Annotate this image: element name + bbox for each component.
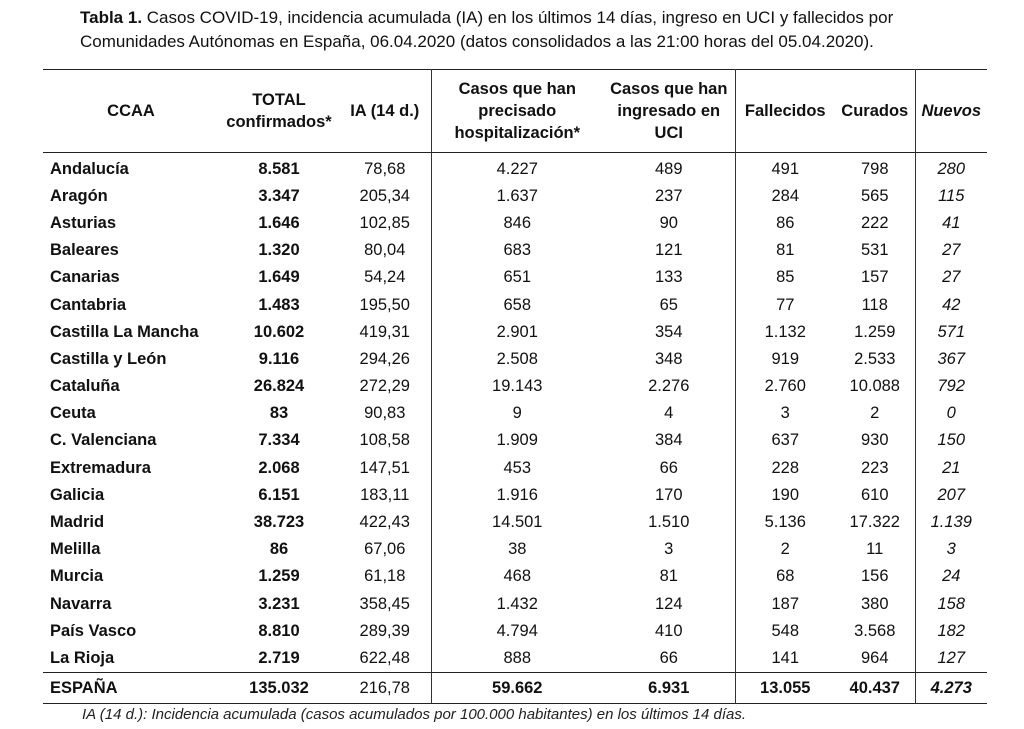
total-ccaa: ESPAÑA <box>50 678 118 697</box>
table-row <box>43 508 987 535</box>
header-total: TOTAL confirmados* <box>226 91 332 131</box>
total-ia: 216,78 <box>339 672 431 703</box>
cell-uci: 81 <box>603 563 735 590</box>
table-row <box>43 153 987 183</box>
cell-curados: 157 <box>835 264 915 291</box>
cell-fallecidos: 5.136 <box>764 513 806 532</box>
table-row <box>43 481 987 508</box>
cell-fallecidos: 2 <box>780 540 790 559</box>
cell-ccaa: Cataluña <box>50 377 120 396</box>
footnote: IA (14 d.): Incidencia acumulada (casos acumulados por 100.000 habitantes) en los últimos 14 días. <box>82 706 746 723</box>
cell-ccaa: Asturias <box>50 213 117 232</box>
cell-hosp: 651 <box>503 268 532 287</box>
cell-hosp: 1.916 <box>496 485 538 504</box>
cell-curados: 2 <box>835 400 915 427</box>
cell-uci: 354 <box>603 318 735 345</box>
cell-total: 38.723 <box>253 513 305 532</box>
cell-ia: 205,34 <box>339 182 431 209</box>
cell-fallecidos: 491 <box>771 159 800 178</box>
cell-curados: 223 <box>835 454 915 481</box>
table-row <box>43 563 987 590</box>
cell-total: 1.646 <box>258 213 300 232</box>
cell-nuevos: 42 <box>942 295 961 314</box>
cell-hosp: 1.909 <box>496 431 538 450</box>
cell-total: 3.347 <box>258 186 300 205</box>
cell-curados: 380 <box>835 590 915 617</box>
cell-nuevos: 158 <box>937 594 966 613</box>
cell-nuevos: 1.139 <box>930 513 972 532</box>
cell-ia: 195,50 <box>339 291 431 318</box>
cell-curados: 531 <box>835 237 915 264</box>
caption-text: Casos COVID-19, incidencia acumulada (IA) en los últimos 14 días, ingreso en UCI y fallecidos por Comunidades Autónomas en España, 06.04.2020 (datos consolidados a las 21:00 horas del 05.04.2020). <box>80 8 894 51</box>
total-row <box>43 672 987 703</box>
header-curados: Curados <box>835 70 915 153</box>
cell-hosp: 658 <box>503 295 532 314</box>
cell-ccaa: Andalucía <box>50 159 129 178</box>
cell-fallecidos: 85 <box>776 268 795 287</box>
cell-total: 1.649 <box>258 268 300 287</box>
cell-uci: 3 <box>603 536 735 563</box>
cell-ccaa: Galicia <box>50 485 105 504</box>
cell-hosp: 19.143 <box>492 377 543 396</box>
cell-total: 2.068 <box>258 458 300 477</box>
cell-curados: 11 <box>835 536 915 563</box>
cell-fallecidos: 2.760 <box>764 377 806 396</box>
cell-total: 1.483 <box>258 295 300 314</box>
table-row <box>43 536 987 563</box>
cell-ia: 622,48 <box>339 644 431 672</box>
table-row <box>43 590 987 617</box>
header-ccaa: CCAA <box>107 102 155 120</box>
cell-fallecidos: 1.132 <box>764 322 806 341</box>
cell-ia: 108,58 <box>339 427 431 454</box>
cell-hosp: 4.794 <box>496 621 538 640</box>
cell-ccaa: Castilla La Mancha <box>50 322 199 341</box>
cell-total: 10.602 <box>253 322 305 341</box>
cell-nuevos: 27 <box>942 241 961 260</box>
cell-fallecidos: 77 <box>776 295 795 314</box>
cell-hosp: 468 <box>503 567 532 586</box>
cell-total: 1.320 <box>258 241 300 260</box>
cell-curados: 17.322 <box>835 508 915 535</box>
cell-total: 9.116 <box>258 349 300 368</box>
cell-ia: 67,06 <box>339 536 431 563</box>
cell-ia: 90,83 <box>339 400 431 427</box>
cell-nuevos: 280 <box>937 159 966 178</box>
table-row <box>43 345 987 372</box>
cell-curados: 610 <box>835 481 915 508</box>
cell-ccaa: Murcia <box>50 567 104 586</box>
cell-ccaa: La Rioja <box>50 648 115 667</box>
cell-curados: 3.568 <box>835 617 915 644</box>
cell-nuevos: 150 <box>937 431 966 450</box>
cell-fallecidos: 141 <box>771 648 800 667</box>
cell-ccaa: Navarra <box>50 594 112 613</box>
header-uci: Casos que han ingresado en UCI <box>603 70 735 153</box>
cell-ia: 272,29 <box>339 373 431 400</box>
cell-uci: 90 <box>603 209 735 236</box>
cell-ccaa: Madrid <box>50 513 105 532</box>
cell-ccaa: Aragón <box>50 186 108 205</box>
cell-ia: 422,43 <box>339 508 431 535</box>
table-row <box>43 373 987 400</box>
table-row <box>43 427 987 454</box>
cell-fallecidos: 190 <box>771 485 800 504</box>
cell-hosp: 1.637 <box>496 186 538 205</box>
table-row <box>43 182 987 209</box>
cell-ccaa: Extremadura <box>50 458 151 477</box>
cell-ccaa: Melilla <box>50 540 101 559</box>
cell-nuevos: 792 <box>937 377 966 396</box>
cell-hosp: 2.508 <box>496 349 538 368</box>
table-row <box>43 454 987 481</box>
table-row <box>43 644 987 672</box>
cell-hosp: 846 <box>503 213 532 232</box>
cell-uci: 124 <box>603 590 735 617</box>
cell-ia: 294,26 <box>339 345 431 372</box>
cell-uci: 66 <box>603 454 735 481</box>
cell-fallecidos: 919 <box>771 349 800 368</box>
cell-uci: 2.276 <box>603 373 735 400</box>
cell-curados: 118 <box>835 291 915 318</box>
cell-fallecidos: 81 <box>776 241 795 260</box>
cell-uci: 384 <box>603 427 735 454</box>
cell-ccaa: Canarias <box>50 268 120 287</box>
cell-hosp: 888 <box>503 648 532 667</box>
cell-hosp: 38 <box>508 540 527 559</box>
cell-total: 7.334 <box>258 431 300 450</box>
cell-hosp: 9 <box>512 404 522 423</box>
cell-ia: 61,18 <box>339 563 431 590</box>
total-fallecidos: 13.055 <box>760 678 811 697</box>
cell-ccaa: C. Valenciana <box>50 431 157 450</box>
cell-nuevos: 41 <box>942 213 961 232</box>
cell-curados: 2.533 <box>835 345 915 372</box>
table-row <box>43 318 987 345</box>
table-row <box>43 237 987 264</box>
cell-uci: 237 <box>603 182 735 209</box>
table-row <box>43 291 987 318</box>
cell-total: 8.581 <box>258 159 300 178</box>
cell-nuevos: 207 <box>937 485 966 504</box>
cell-ia: 102,85 <box>339 209 431 236</box>
cell-hosp: 1.432 <box>496 594 538 613</box>
total-hosp: 59.662 <box>492 678 543 697</box>
caption-label: Tabla 1. <box>80 8 143 27</box>
cell-fallecidos: 187 <box>771 594 800 613</box>
cell-hosp: 453 <box>503 458 532 477</box>
cell-curados: 565 <box>835 182 915 209</box>
cell-total: 26.824 <box>253 377 305 396</box>
cell-hosp: 4.227 <box>496 159 538 178</box>
cell-uci: 133 <box>603 264 735 291</box>
cell-total: 8.810 <box>258 621 300 640</box>
cell-fallecidos: 284 <box>771 186 800 205</box>
cell-fallecidos: 228 <box>771 458 800 477</box>
cell-uci: 121 <box>603 237 735 264</box>
table-body <box>43 153 987 673</box>
cell-fallecidos: 68 <box>776 567 795 586</box>
header-ia: IA (14 d.) <box>339 70 431 153</box>
cell-fallecidos: 86 <box>776 213 795 232</box>
cell-ia: 78,68 <box>339 153 431 183</box>
cell-curados: 156 <box>835 563 915 590</box>
cell-uci: 489 <box>603 153 735 183</box>
cell-nuevos: 21 <box>942 458 961 477</box>
cell-curados: 798 <box>835 153 915 183</box>
cell-total: 6.151 <box>258 485 300 504</box>
cell-hosp: 683 <box>503 241 532 260</box>
table-row <box>43 617 987 644</box>
header-fallecidos: Fallecidos <box>744 102 826 120</box>
cell-ia: 54,24 <box>339 264 431 291</box>
header-row <box>43 70 987 153</box>
total-total: 135.032 <box>249 678 309 697</box>
cell-nuevos: 115 <box>938 186 965 205</box>
cell-uci: 410 <box>603 617 735 644</box>
cell-fallecidos: 548 <box>771 621 800 640</box>
cell-ia: 183,11 <box>339 481 431 508</box>
table-row <box>43 209 987 236</box>
cell-total: 3.231 <box>258 594 300 613</box>
cell-nuevos: 0 <box>946 404 956 423</box>
cell-total: 83 <box>269 404 289 423</box>
cell-ccaa: Castilla y León <box>50 349 167 368</box>
total-nuevos: 4.273 <box>930 678 972 697</box>
covid-table <box>43 69 987 704</box>
table-caption <box>80 6 980 54</box>
cell-nuevos: 182 <box>937 621 966 640</box>
cell-ccaa: Baleares <box>50 241 119 260</box>
cell-uci: 170 <box>603 481 735 508</box>
cell-fallecidos: 3 <box>780 404 790 423</box>
cell-nuevos: 27 <box>942 268 961 287</box>
cell-fallecidos: 637 <box>771 431 800 450</box>
total-uci: 6.931 <box>603 672 735 703</box>
cell-uci: 348 <box>603 345 735 372</box>
cell-nuevos: 571 <box>937 322 966 341</box>
header-hosp: Casos que han precisado hospitalización* <box>454 80 581 142</box>
cell-hosp: 14.501 <box>492 513 543 532</box>
cell-nuevos: 24 <box>942 567 961 586</box>
cell-total: 1.259 <box>258 567 300 586</box>
cell-ccaa: País Vasco <box>50 621 137 640</box>
total-curados: 40.437 <box>835 672 915 703</box>
table-row <box>43 400 987 427</box>
cell-curados: 964 <box>835 644 915 672</box>
table-row <box>43 264 987 291</box>
cell-uci: 4 <box>603 400 735 427</box>
cell-uci: 65 <box>603 291 735 318</box>
cell-total: 86 <box>269 540 289 559</box>
cell-nuevos: 127 <box>937 648 966 667</box>
header-nuevos: Nuevos <box>921 102 982 120</box>
cell-ia: 80,04 <box>339 237 431 264</box>
cell-curados: 10.088 <box>835 373 915 400</box>
cell-uci: 66 <box>603 644 735 672</box>
cell-ia: 147,51 <box>339 454 431 481</box>
cell-ccaa: Cantabria <box>50 295 127 314</box>
cell-hosp: 2.901 <box>496 322 538 341</box>
cell-ccaa: Ceuta <box>50 404 96 423</box>
cell-ia: 419,31 <box>339 318 431 345</box>
cell-ia: 358,45 <box>339 590 431 617</box>
cell-curados: 930 <box>835 427 915 454</box>
cell-uci: 1.510 <box>603 508 735 535</box>
cell-curados: 222 <box>835 209 915 236</box>
cell-total: 2.719 <box>258 648 300 667</box>
cell-nuevos: 367 <box>937 349 966 368</box>
cell-nuevos: 3 <box>946 540 956 559</box>
cell-ia: 289,39 <box>339 617 431 644</box>
cell-curados: 1.259 <box>835 318 915 345</box>
